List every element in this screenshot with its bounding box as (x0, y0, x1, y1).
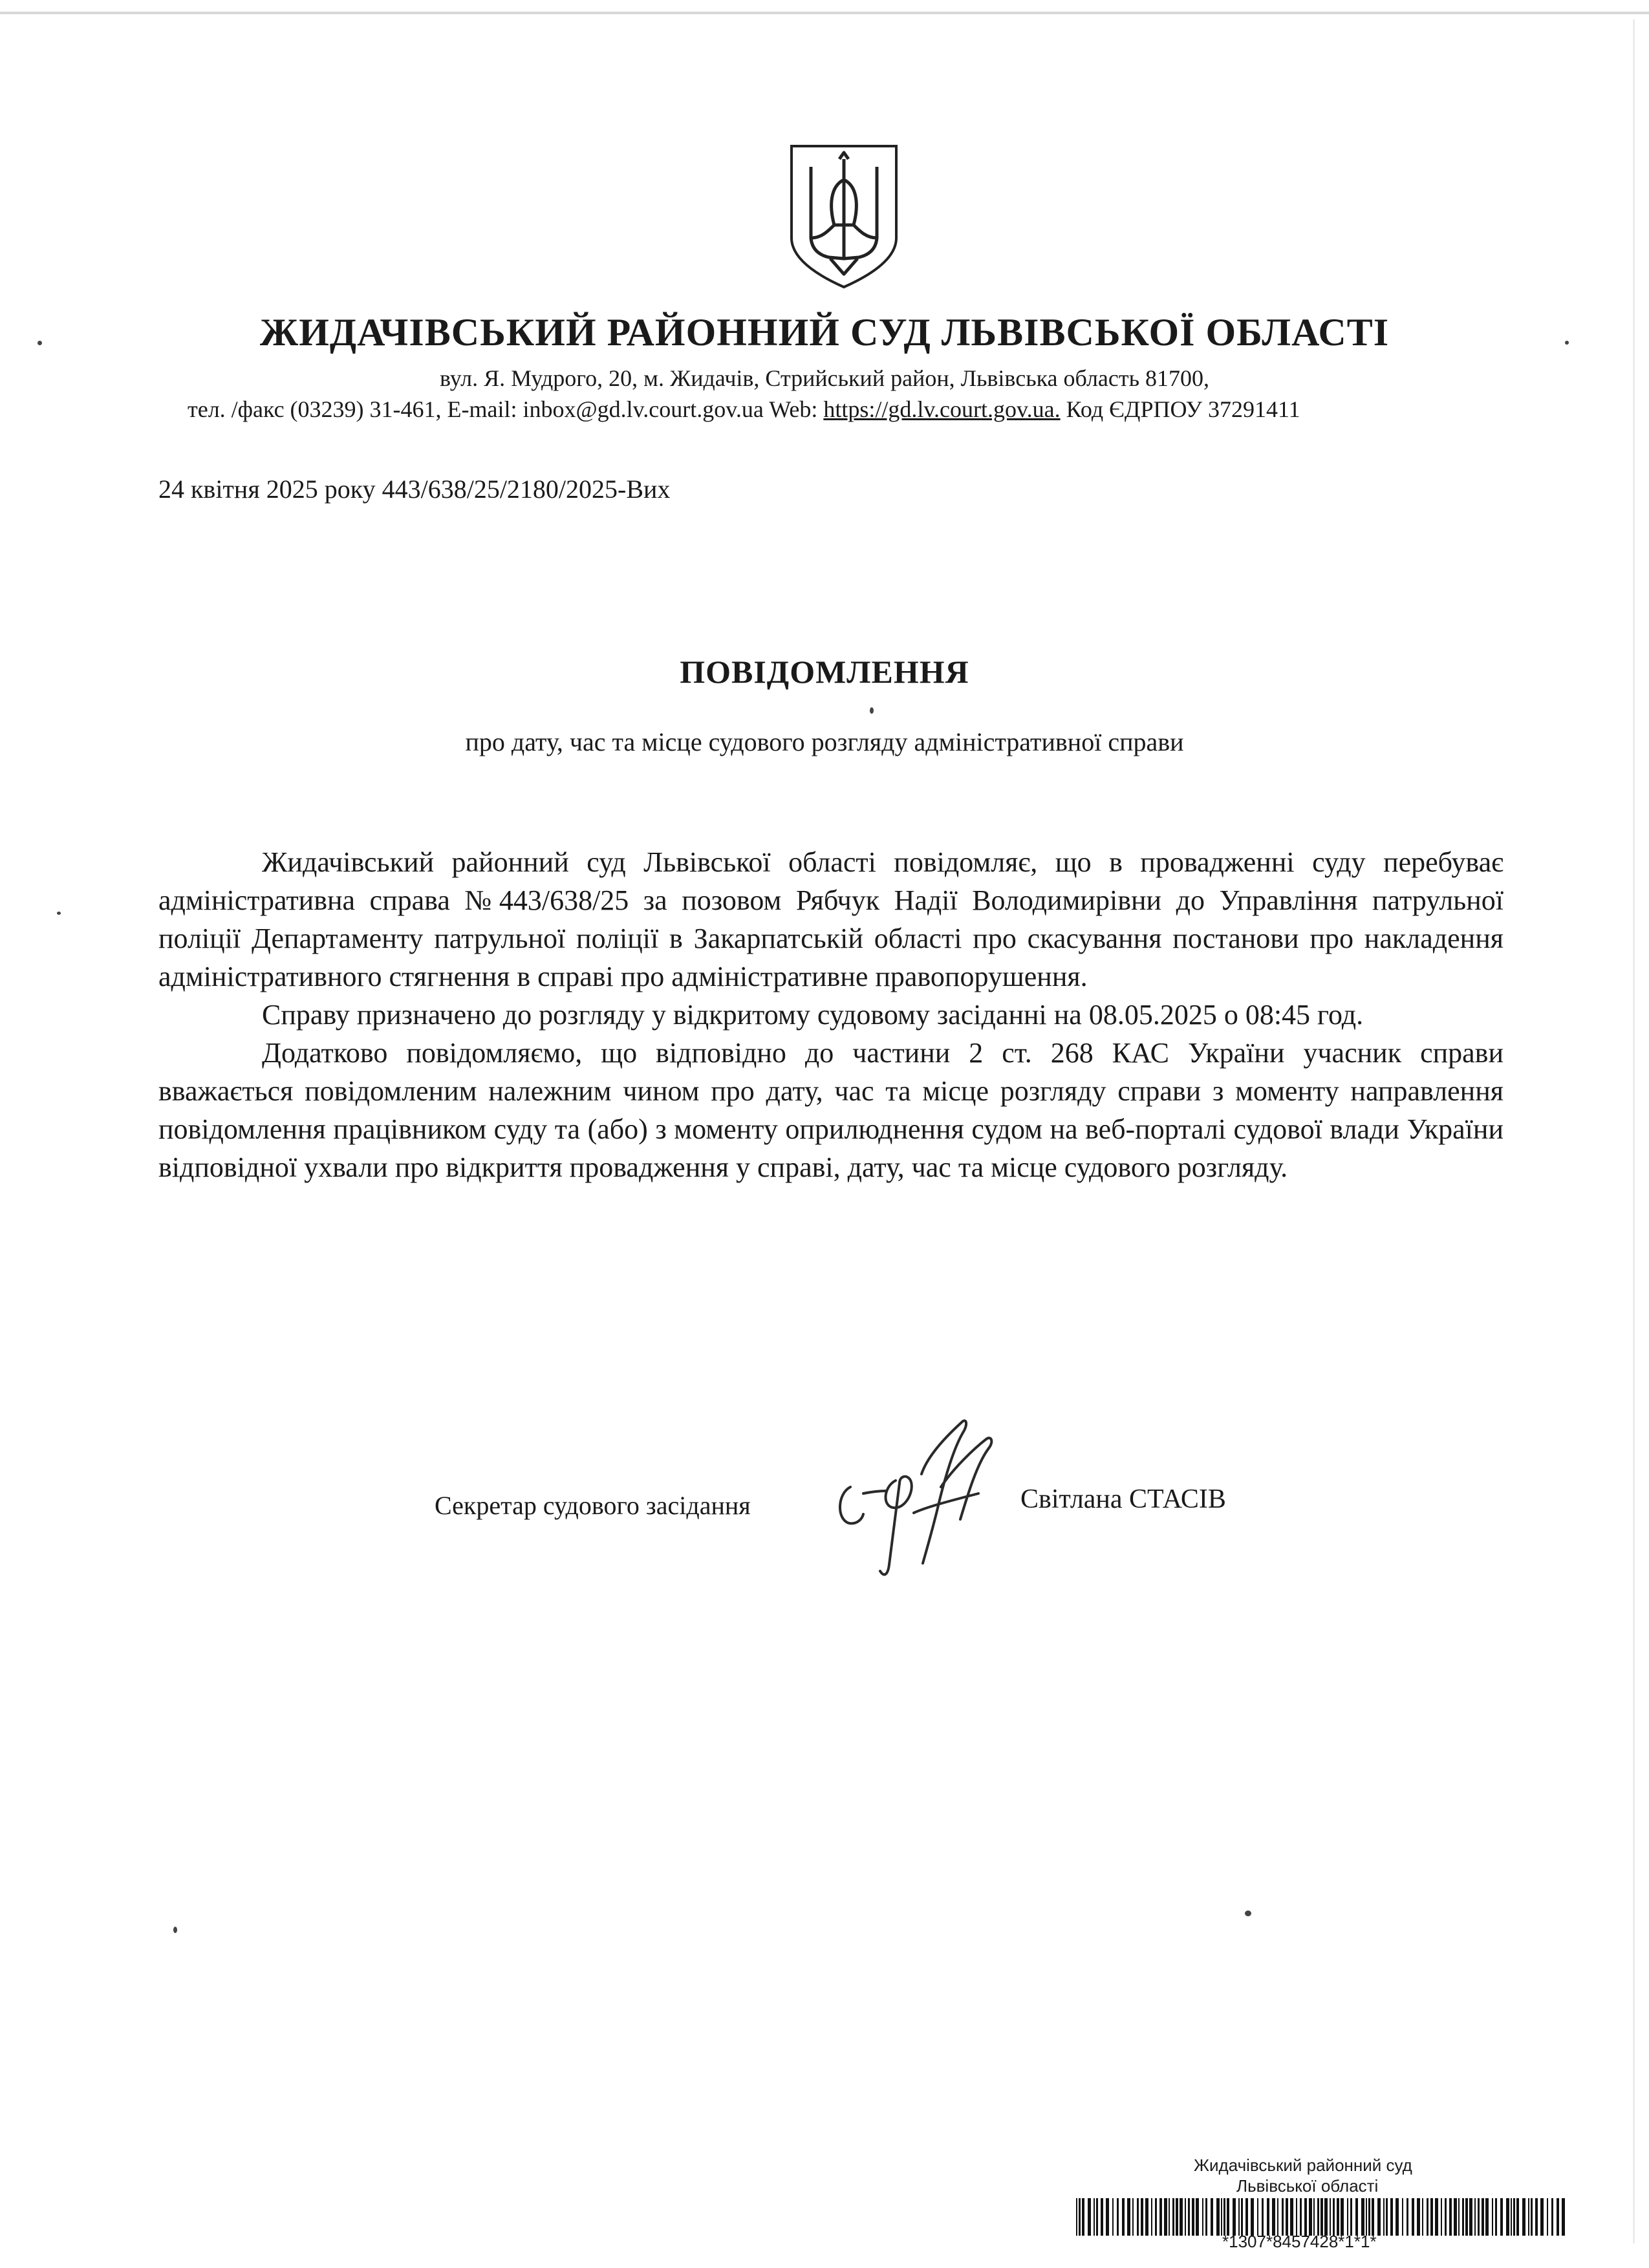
barcode-bar (1159, 2198, 1162, 2236)
barcode-bar (1272, 2198, 1275, 2236)
barcode-bar (1169, 2198, 1170, 2236)
barcode-bar (1551, 2198, 1553, 2236)
barcode-bar (1094, 2198, 1095, 2236)
barcode-bar (1122, 2198, 1125, 2236)
barcode-bar (1192, 2198, 1194, 2236)
document-title: ПОВІДОМЛЕННЯ (680, 654, 969, 690)
scan-speck (870, 707, 874, 714)
barcode-bar (1516, 2198, 1519, 2236)
barcode-bar (1320, 2198, 1323, 2236)
barcode-bar (1396, 2198, 1399, 2236)
barcode-bar (1223, 2198, 1225, 2236)
barcode-bar (1082, 2198, 1084, 2236)
barcode-bar (1445, 2198, 1447, 2236)
barcode-bar (1076, 2198, 1077, 2236)
barcode-bar (1324, 2198, 1328, 2236)
barcode-bar (1313, 2198, 1315, 2236)
barcode-bar (1372, 2198, 1374, 2236)
barcode-bar (1441, 2198, 1442, 2236)
barcode-bar (1205, 2198, 1207, 2236)
barcode-bar (1333, 2198, 1335, 2236)
barcode-bar (1495, 2198, 1497, 2236)
barcode-bar (1435, 2198, 1438, 2236)
barcode-bar (1141, 2198, 1143, 2236)
barcode-bar (1535, 2198, 1538, 2236)
barcode-bar (1245, 2198, 1248, 2236)
body-paragraph: Справу призначено до розгляду у відкритому судовому засіданні на 08.05.2025 о 08:45 год. (262, 999, 1364, 1031)
barcode-bar (1557, 2198, 1559, 2236)
trident-emblem-icon (784, 141, 904, 290)
barcode-bar (1241, 2198, 1243, 2236)
barcode-bar (1304, 2198, 1307, 2236)
barcode-bar (1383, 2198, 1385, 2236)
barcode-bar (1317, 2198, 1319, 2236)
barcode-bar (1465, 2198, 1468, 2236)
scan-speck (57, 912, 61, 915)
barcode-bar (1361, 2198, 1364, 2236)
barcode-bar (1337, 2198, 1339, 2236)
barcode-bar (1341, 2198, 1344, 2236)
barcode-bar (1406, 2198, 1408, 2236)
barcode-bar (1547, 2198, 1548, 2236)
barcode-bar (1079, 2198, 1081, 2236)
body-paragraph: Жидачівський районний суд Львівської області повідомляє, що в провадженні суду перебуває адміністративна справа №443/638/25 за позовом Рябчук Надії Володимирівни до Управління патрульної поліції Департаменту патрульної поліції в Закарпатській області про скасування постанови про накладення адміністративного стягнення в справі про адміністративне правопорушення. (158, 846, 1503, 992)
barcode-bar (1227, 2198, 1229, 2236)
barcode-bar (1350, 2198, 1352, 2236)
barcode-bar (1492, 2198, 1493, 2236)
barcode-bar (1216, 2198, 1220, 2236)
barcode-bar (1454, 2198, 1457, 2236)
barcode-bar (1449, 2198, 1452, 2236)
barcode-bar (1300, 2198, 1302, 2236)
barcode-bar (1422, 2198, 1423, 2236)
barcode-bar (1377, 2198, 1381, 2236)
web-link[interactable]: https://gd.lv.court.gov.ua. (823, 396, 1061, 422)
barcode-bar (1267, 2198, 1269, 2236)
barcode-bar (1233, 2198, 1236, 2236)
barcode-bar (1506, 2198, 1509, 2236)
barcode-bar (1522, 2198, 1525, 2236)
barcode-bar (1368, 2198, 1370, 2236)
barcode-bar (1427, 2198, 1428, 2236)
barcode-bar (1180, 2198, 1183, 2236)
barcode-number: *1307*8457428*1*1* (1222, 2232, 1377, 2251)
barcode-bar (1485, 2198, 1489, 2236)
barcode-bar (1282, 2198, 1284, 2236)
outgoing-reference: 24 квітня 2025 року 443/638/25/2180/2025-Вих (158, 475, 671, 504)
barcode-bar (1172, 2198, 1174, 2236)
barcode-bar (1101, 2198, 1103, 2236)
barcode-bar (1096, 2198, 1098, 2236)
document-subtitle: про дату, час та місце судового розгляду адміністративної справи (465, 727, 1184, 756)
barcode-bar (1366, 2198, 1367, 2236)
barcode-bar (1482, 2198, 1484, 2236)
barcode-bar (1474, 2198, 1476, 2236)
edrpou-code: Код ЄДРПОУ 37291411 (1060, 396, 1300, 422)
barcode-bar (1469, 2198, 1472, 2236)
barcode-bar (1309, 2198, 1312, 2236)
barcode-bar (1277, 2198, 1278, 2236)
barcode-bar (1202, 2198, 1203, 2236)
barcode-bar (1112, 2198, 1114, 2236)
barcode-bar (1500, 2198, 1503, 2236)
barcode (1076, 2198, 1568, 2236)
barcode-bar (1262, 2198, 1264, 2236)
barcode-bar (1196, 2198, 1199, 2236)
scan-edge-top (0, 12, 1649, 14)
barcode-bar (1355, 2198, 1358, 2236)
registry-stamp-region: Львівської області (1236, 2176, 1379, 2196)
barcode-bar (1211, 2198, 1213, 2236)
barcode-bar (1238, 2198, 1240, 2236)
barcode-bar (1137, 2198, 1139, 2236)
barcode-bar (1513, 2198, 1515, 2236)
barcode-bar (1462, 2198, 1464, 2236)
barcode-bar (1132, 2198, 1134, 2236)
barcode-bar (1106, 2198, 1109, 2236)
barcode-bar (1417, 2198, 1420, 2236)
barcode-bar (1511, 2198, 1512, 2236)
barcode-bar (1155, 2198, 1157, 2236)
barcode-bar (1562, 2198, 1565, 2236)
barcode-bar (1286, 2198, 1288, 2236)
barcode-bar (1430, 2198, 1433, 2236)
barcode-bar (1290, 2198, 1293, 2236)
signer-name: Світлана СТАСІВ (1020, 1484, 1226, 1514)
scan-speck (173, 1927, 177, 1933)
notice-body (158, 843, 1503, 1186)
barcode-bar (1151, 2198, 1152, 2236)
court-name: ЖИДАЧІВСЬКИЙ РАЙОННИЙ СУД ЛЬВІВСЬКОЇ ОБЛАСТІ (259, 311, 1390, 354)
barcode-bar (1251, 2198, 1254, 2236)
barcode-bar (1412, 2198, 1414, 2236)
handwritten-signature (824, 1396, 1031, 1597)
barcode-bar (1390, 2198, 1393, 2236)
barcode-bar (1402, 2198, 1403, 2236)
barcode-bar (1528, 2198, 1529, 2236)
barcode-bar (1188, 2198, 1190, 2236)
registry-stamp-court: Жидачівський районний суд (1194, 2156, 1412, 2175)
scan-speck (1245, 1910, 1251, 1916)
barcode-bar (1531, 2198, 1533, 2236)
barcode-bar (1221, 2198, 1222, 2236)
barcode-bar (1257, 2198, 1258, 2236)
barcode-bar (1117, 2198, 1119, 2236)
barcode-bar (1540, 2198, 1544, 2236)
barcode-bar (1145, 2198, 1148, 2236)
barcode-bar (1330, 2198, 1331, 2236)
barcode-bar (1296, 2198, 1297, 2236)
body-paragraph: Додатково повідомляємо, що відповідно до частини 2 ст. 268 КАС України учасник справи вважається повідомленим належним чином про дату, час та місце розгляду справи з моменту направлення повідомлення працівником суду та (або) з моменту оприлюднення судом на веб-порталі судової влади України відповідної ухвали про відкриття провадження у справі, дату, час та місце судового розгляду. (158, 1037, 1503, 1183)
barcode-bar (1164, 2198, 1167, 2236)
barcode-bar (1386, 2198, 1388, 2236)
court-contacts (188, 396, 1300, 423)
barcode-bar (1478, 2198, 1480, 2236)
court-address: вул. Я. Мудрого, 20, м. Жидачів, Стрийський район, Львівська область 81700, (439, 365, 1210, 391)
barcode-bar (1127, 2198, 1130, 2236)
barcode-bar (1176, 2198, 1178, 2236)
contact-prefix: тел. /факс (03239) 31-461, E-mail: inbox@gd.lv.court.gov.ua Web: (188, 396, 824, 422)
barcode-bar (1458, 2198, 1460, 2236)
barcode-bar (1088, 2198, 1091, 2236)
barcode-bar (1185, 2198, 1186, 2236)
signer-role: Секретар судового засідання (435, 1491, 751, 1520)
barcode-bar (1347, 2198, 1348, 2236)
